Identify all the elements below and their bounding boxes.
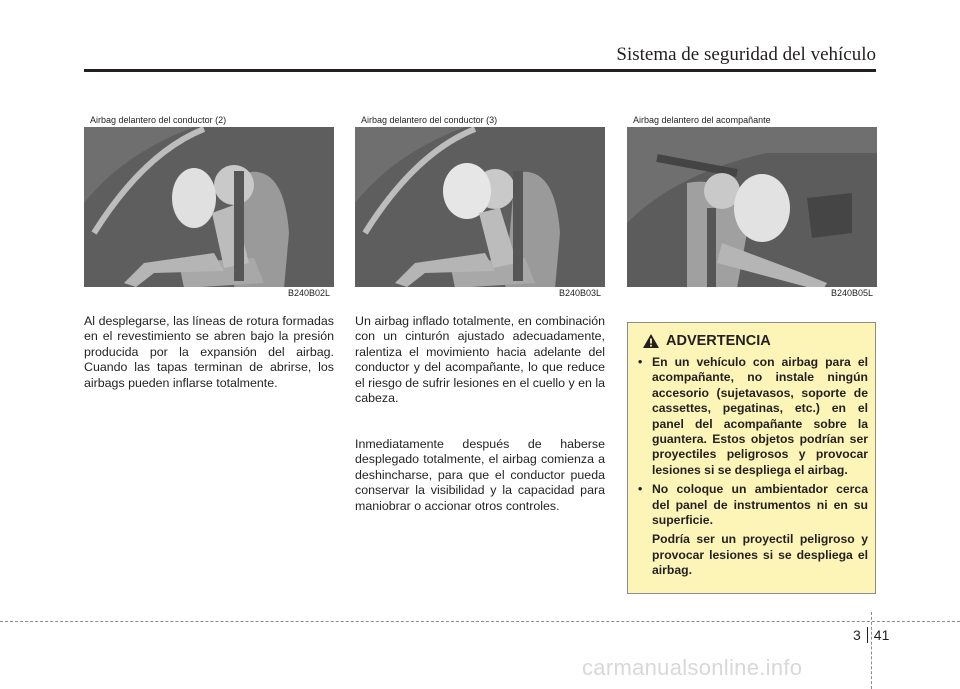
- paragraph-col2b: Inmediatamente después de haberse desplegado totalmente, el airbag comienza a deshincharse, para que el conductor pueda conservar la visibilidad y la capacidad para maniobrar o accionar otros controles.: [355, 437, 605, 513]
- warning-item: [638, 482, 868, 578]
- figure-passenger-airbag: [627, 113, 877, 300]
- warning-triangle-icon: [642, 333, 660, 349]
- figure-driver-airbag-2: [84, 113, 334, 300]
- passenger-airbag-illustration: [627, 113, 877, 300]
- page-number-value: 41: [873, 627, 890, 643]
- figure-code: B240B02L: [287, 288, 330, 298]
- warning-item: [638, 355, 868, 478]
- warning-item-note: Podría ser un proyectil peligroso y provocar lesiones si se despliega el airbag.: [652, 532, 868, 578]
- figure-caption: Airbag delantero del conductor (2): [90, 115, 227, 125]
- figure-driver-airbag-3: [355, 113, 605, 300]
- warning-box: [627, 322, 876, 594]
- warning-title: ADVERTENCIA: [666, 333, 771, 349]
- footer-rule: [0, 621, 960, 622]
- crop-mark: [871, 612, 872, 689]
- warning-list: [638, 355, 868, 583]
- warning-item-text: En un vehículo con airbag para el acompañante, no instale ningún accesorio (sujetavasos, soporte de cassettes, pegatinas, etc.) en el panel del acompañante sobre la guantera. Estos objetos podrían ser proyectiles peligrosos y provocar lesiones si se despliega el airbag.: [652, 355, 868, 477]
- paragraph-col1: Al desplegarse, las líneas de rotura formadas en el revestimiento se abren bajo la presión producida por la expansión del airbag. Cuando las tapas terminan de abrirse, los airbags pueden inflarse totalmente.: [84, 314, 334, 390]
- page-number-divider: [867, 627, 868, 643]
- figure-code: B240B03L: [558, 288, 601, 298]
- watermark: carmanualsonline.info: [582, 655, 803, 680]
- figure-code: B240B05L: [830, 288, 873, 298]
- warning-header: [642, 333, 771, 349]
- section-title: Sistema de seguridad del vehículo: [616, 44, 876, 65]
- driver-airbag-illustration: [84, 113, 334, 300]
- page-number: [853, 627, 889, 643]
- figure-caption: Airbag delantero del acompañante: [633, 115, 771, 125]
- paragraph-col2a: Un airbag inflado totalmente, en combinación con un cinturón ajustado adecuadamente, ralentiza el movimiento hacia adelante del conductor y del acompañante, lo que reduce el riesgo de sufrir lesiones en el cuello y en la cabeza.: [355, 314, 606, 406]
- header-rule: [84, 69, 876, 72]
- warning-item-text: No coloque un ambientador cerca del panel de instrumentos ni en su superficie.: [652, 482, 868, 528]
- figure-caption: Airbag delantero del conductor (3): [361, 115, 498, 125]
- driver-airbag-deflating-illustration: [355, 113, 605, 300]
- chapter-number: 3: [853, 627, 861, 643]
- bullet: •: [638, 482, 643, 497]
- bullet: •: [638, 355, 643, 369]
